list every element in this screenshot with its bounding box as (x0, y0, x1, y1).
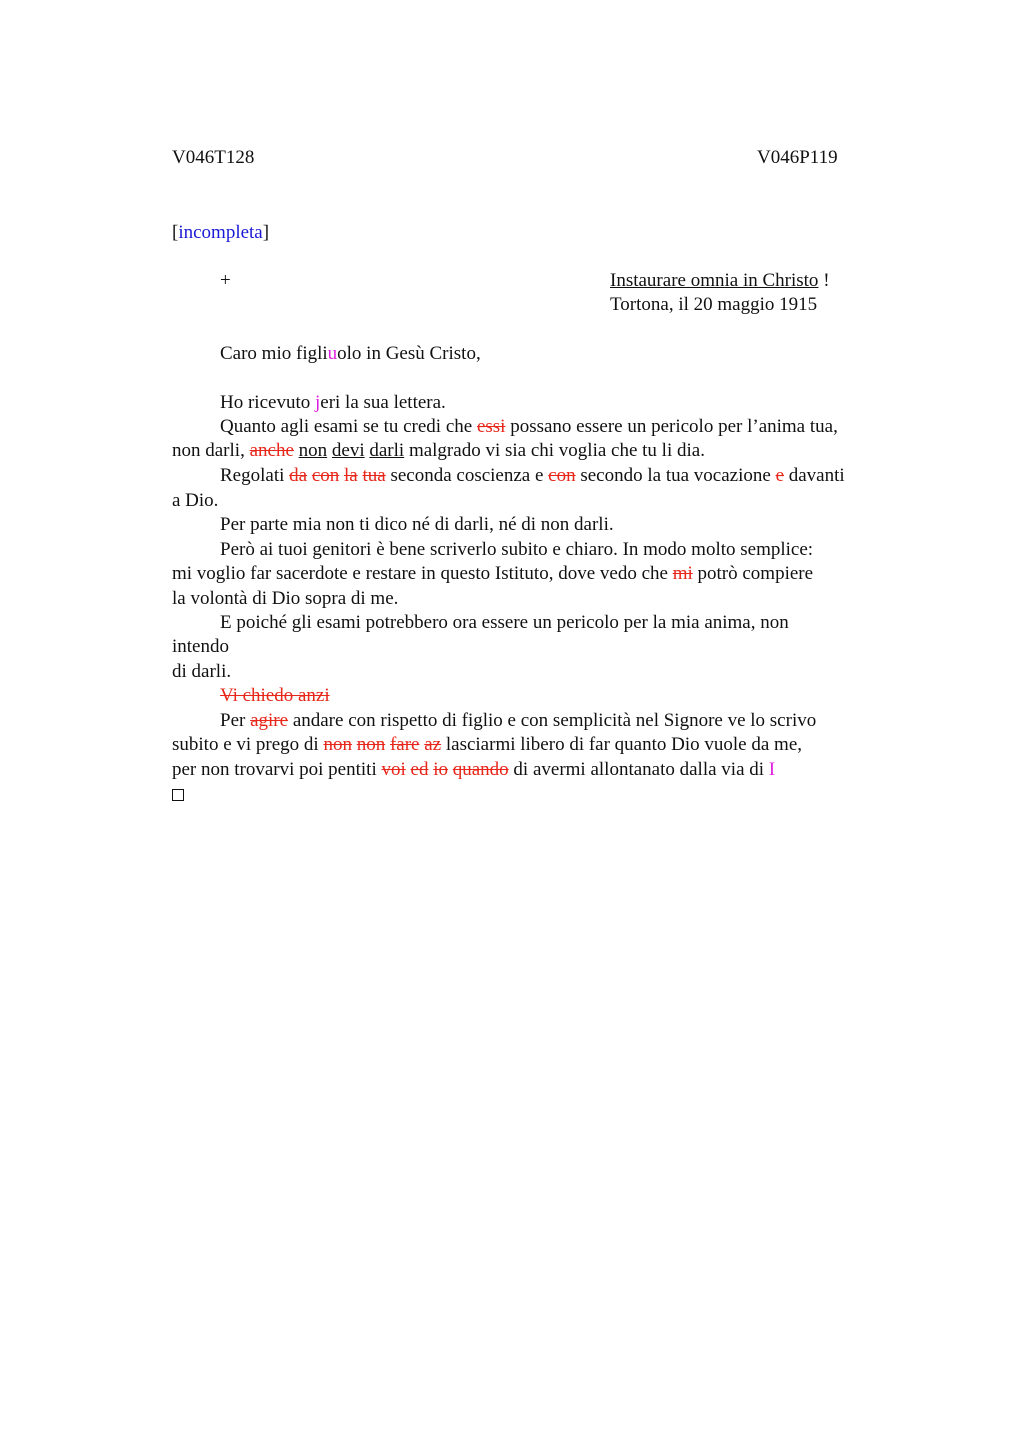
deleted-word: quando (452, 759, 509, 780)
underlined-word: non (298, 440, 328, 461)
motto-text: Instaurare omnia in Christo (610, 270, 819, 291)
body-line-5: a Dio. (172, 490, 219, 511)
body-line-6: Per parte mia non ti dico né di darli, né di non darli. (220, 514, 614, 535)
body-line-15: subito e vi prego di non non fare az lasciarmi libero di far quanto Dio vuole da me, (172, 734, 802, 755)
deleted-word: con (548, 465, 576, 486)
status-note (172, 221, 269, 245)
body-line-10: E poiché gli esami potrebbero ora essere un pericolo per la mia anima, non (220, 612, 789, 633)
deleted-word: non (356, 734, 386, 755)
missing-glyph-box (172, 783, 184, 807)
deleted-word: voi (381, 759, 406, 780)
inserted-letter: u (327, 343, 338, 364)
deleted-word: ed (410, 759, 429, 780)
deleted-word: agire (250, 710, 289, 731)
cross-mark: + (220, 270, 231, 291)
body-line-3: non darli, anche non devi darli malgrado vi sia chi voglia che tu li dia. (172, 440, 705, 461)
deleted-word: az (424, 734, 442, 755)
motto (610, 269, 830, 293)
deleted-word: la (344, 465, 358, 486)
body-line-2: Quanto agli esami se tu credi che essi possano essere un pericolo per l’anima tua, (220, 416, 838, 437)
body-line-9: la volontà di Dio sopra di me. (172, 588, 399, 609)
deleted-line: Vi chiedo anzi (220, 685, 330, 706)
body-line-7: Però ai tuoi genitori è bene scriverlo subito e chiaro. In modo molto semplice: (220, 539, 814, 560)
inserted-letter: j (314, 392, 321, 413)
deleted-word: da (289, 465, 308, 486)
deleted-word: essi (476, 416, 506, 437)
body-line-14: Per agire andare con rispetto di figlio e con semplicità nel Signore ve lo scrivo (220, 710, 817, 731)
inserted-letter: I (768, 759, 776, 780)
deleted-word: fare (389, 734, 420, 755)
motto-exclamation: ! (818, 270, 830, 291)
deleted-word: anche (249, 440, 294, 461)
body-line-1: Ho ricevuto jeri la sua lettera. (220, 392, 446, 413)
status-open-bracket: [ (172, 222, 179, 243)
deleted-word: non (323, 734, 352, 755)
body-line-16: per non trovarvi poi pentiti voi ed io quando di avermi allontanato dalla via di I (172, 759, 776, 780)
box-icon (172, 789, 184, 801)
body-line-11: intendo (172, 636, 229, 657)
underlined-word: devi (331, 440, 365, 461)
salutation: Caro mio figliuolo in Gesù Cristo, (220, 343, 481, 364)
body-line-4: Regolati da con la tua seconda coscienza e con secondo la tua vocazione e davanti (220, 465, 845, 486)
body-line-8: mi voglio far sacerdote e restare in questo Istituto, dove vedo che mi potrò compiere (172, 563, 814, 584)
place-date: Tortona, il 20 maggio 1915 (610, 294, 818, 315)
body-line-12: di darli. (172, 661, 232, 682)
deleted-word: io (433, 759, 448, 780)
deleted-word: tua (362, 465, 386, 486)
deleted-word: mi (672, 563, 693, 584)
deleted-word: con (311, 465, 340, 486)
archive-code-left: V046T128 (172, 147, 255, 168)
status-close-bracket: ] (262, 222, 270, 243)
deleted-word: e (775, 465, 784, 486)
archive-code-right: V046P119 (757, 147, 838, 168)
status-label: incompleta (178, 222, 263, 243)
underlined-word: darli (369, 440, 405, 461)
